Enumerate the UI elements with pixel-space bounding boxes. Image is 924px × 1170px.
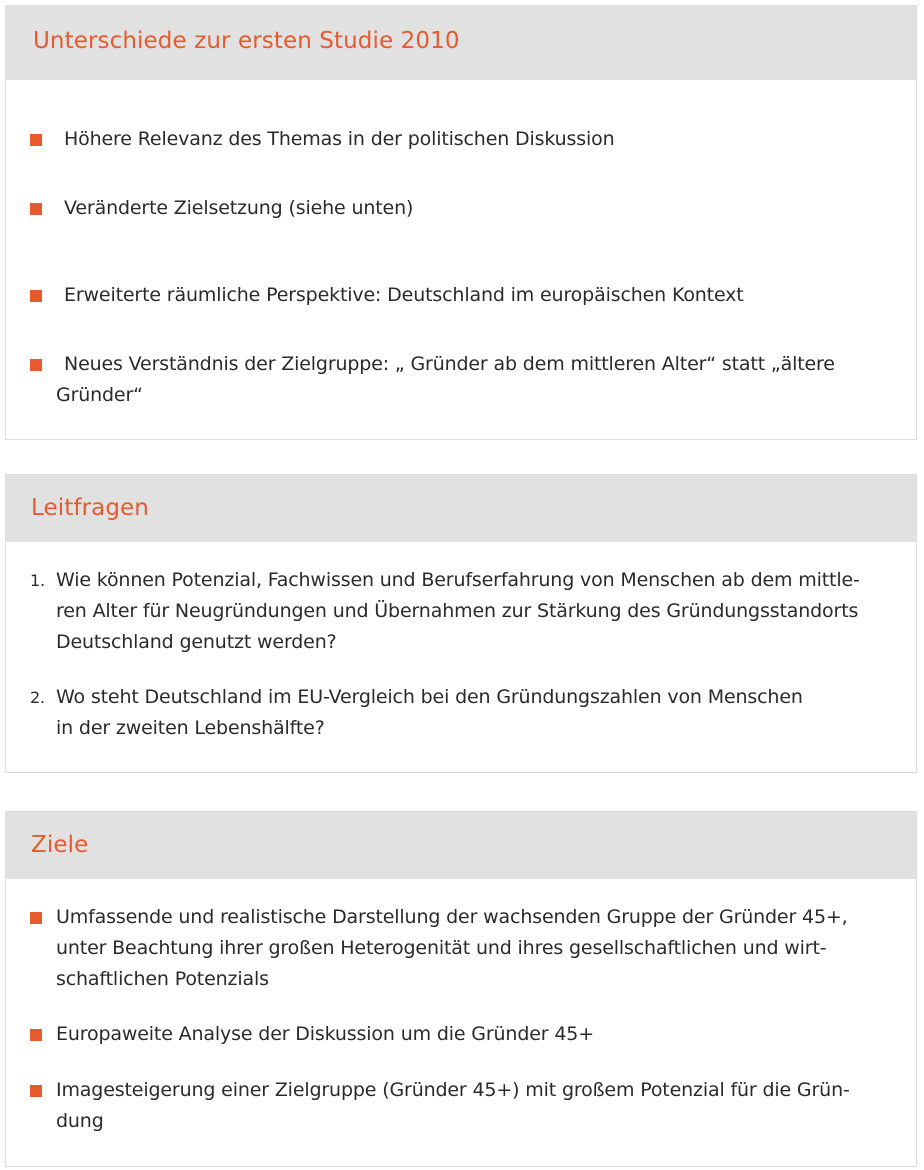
- bullet-icon: [30, 359, 42, 371]
- list-item-text-line: Wie können Potenzial, Fachwissen und Berufserfahrung von Menschen ab dem mittle-: [56, 569, 860, 591]
- list-item-text-line: unter Beachtung ihrer großen Heterogenität und ihres gesellschaftlichen und wirt-: [56, 937, 827, 959]
- section-header: [6, 6, 916, 80]
- section-title: Ziele: [31, 832, 89, 858]
- list-item-text-line: dung: [56, 1110, 104, 1132]
- bullet-icon: [30, 134, 42, 146]
- list-item-text: Höhere Relevanz des Themas in der politischen Diskussion: [64, 128, 615, 150]
- list-item-text-line: schaftlichen Potenzials: [56, 968, 269, 990]
- item-number: 1.: [30, 571, 45, 590]
- bullet-icon: [30, 912, 42, 924]
- list-item-text-line: Deutschland genutzt werden?: [56, 631, 337, 653]
- bullet-icon: [30, 1029, 42, 1041]
- section-header: [6, 812, 916, 879]
- list-item-text-line: Umfassende und realistische Darstellung der wachsenden Gruppe der Gründer 45+,: [56, 906, 848, 928]
- list-item-text-line: in der zweiten Lebenshälfte?: [56, 717, 325, 739]
- section-unterschiede: [5, 5, 917, 440]
- section-title: Leitfragen: [31, 495, 149, 521]
- list-item-text-line: Europaweite Analyse der Diskussion um die Gründer 45+: [56, 1023, 594, 1045]
- list-item-text-line: Neues Verständnis der Zielgruppe: „ Gründer ab dem mittleren Alter“ statt „ältere: [64, 353, 835, 375]
- item-number: 2.: [30, 688, 45, 707]
- list-item-text-line: Imagesteigerung einer Zielgruppe (Gründer 45+) mit großem Potenzial für die Grün-: [56, 1079, 850, 1101]
- bullet-icon: [30, 290, 42, 302]
- bullet-icon: [30, 203, 42, 215]
- section-ziele: [5, 811, 917, 1167]
- list-item-text-line: Gründer“: [56, 384, 143, 406]
- section-title: Unterschiede zur ersten Studie 2010: [33, 28, 460, 54]
- list-item-text-line: Wo steht Deutschland im EU-Vergleich bei den Gründungszahlen von Menschen: [56, 686, 803, 708]
- list-item-text: Erweiterte räumliche Perspektive: Deutschland im europäischen Kontext: [64, 284, 744, 306]
- bullet-icon: [30, 1085, 42, 1097]
- list-item-text: Veränderte Zielsetzung (siehe unten): [64, 197, 414, 219]
- section-header: [6, 475, 916, 542]
- list-item-text-line: ren Alter für Neugründungen und Übernahmen zur Stärkung des Gründungsstandorts: [56, 600, 859, 622]
- section-leitfragen: [5, 474, 917, 773]
